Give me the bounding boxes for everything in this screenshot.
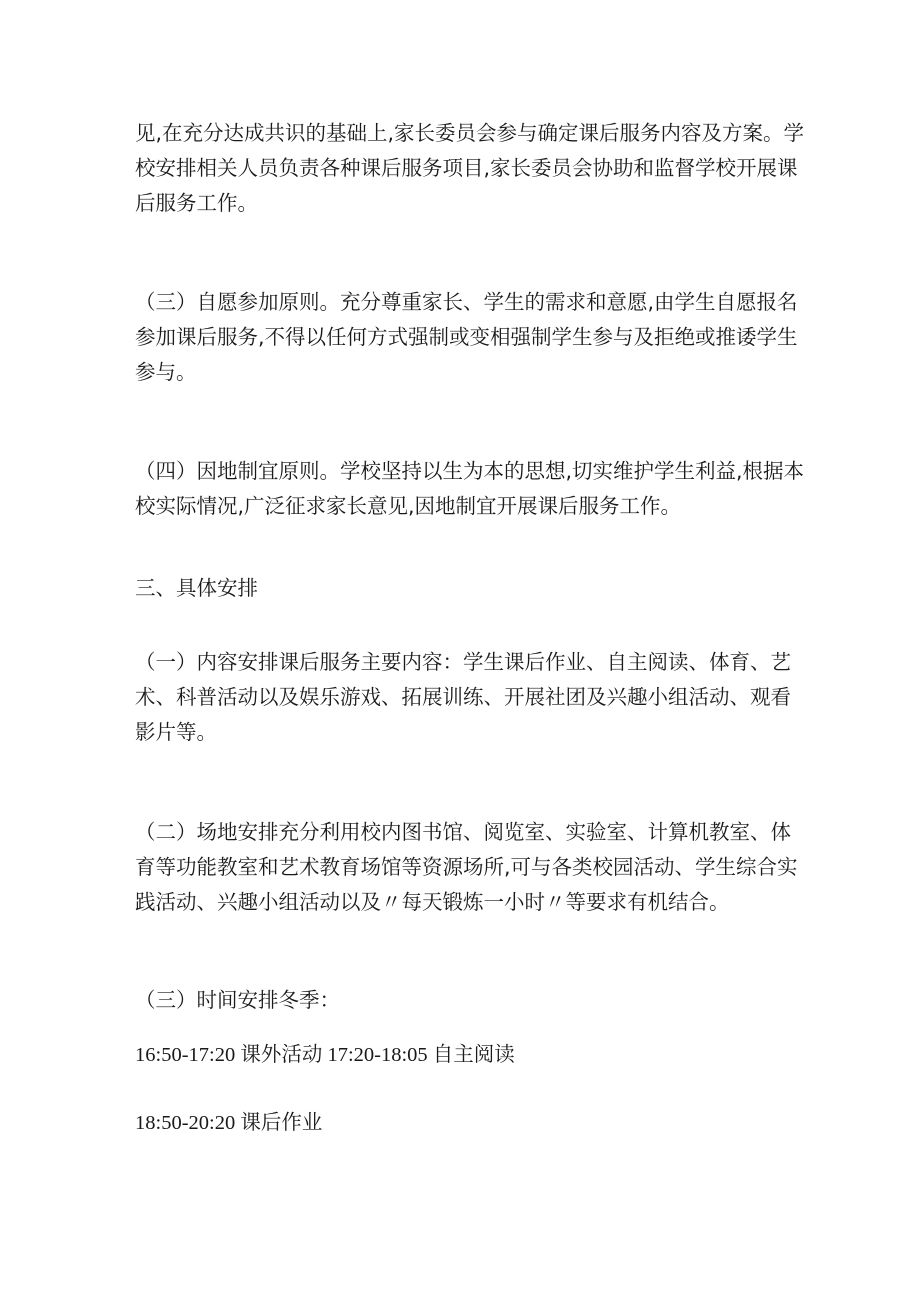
paragraph-principle-three bbox=[135, 285, 798, 390]
paragraph-principle-two-end bbox=[135, 116, 805, 221]
text-line: 16:50-17:20 课外活动 17:20-18:05 自主阅读 bbox=[135, 1044, 515, 1066]
text-line: （二）场地安排充分利用校内图书馆、阅览室、实验室、计算机教室、体 bbox=[135, 820, 791, 844]
text-line: （三）自愿参加原则。充分尊重家长、学生的需求和意愿,由学生自愿报名 bbox=[135, 290, 798, 314]
text-line: 践活动、兴趣小组活动以及〃每天锻炼一小时〃等要求有机结合。 bbox=[135, 890, 730, 914]
text-line: 18:50-20:20 课后作业 bbox=[135, 1112, 323, 1134]
schedule-line-one bbox=[135, 1038, 785, 1073]
text-line: 影片等。 bbox=[135, 720, 217, 744]
text-line: 术、科普活动以及娱乐游戏、拓展训练、开展社团及兴趣小组活动、观看 bbox=[135, 685, 791, 709]
paragraph-content-arrangement bbox=[135, 645, 791, 750]
text-line: 三、具体安排 bbox=[135, 576, 258, 600]
text-line: 参加课后服务,不得以任何方式强制或变相强制学生参与及拒绝或推诿学生 bbox=[135, 325, 798, 349]
text-line: 参与。 bbox=[135, 360, 197, 384]
text-line: 校实际情况,广泛征求家长意见,因地制宜开展课后服务工作。 bbox=[135, 494, 682, 518]
text-line: （四）因地制宜原则。学校坚持以生为本的思想,切实维护学生利益,根据本 bbox=[135, 459, 805, 483]
paragraph-venue-arrangement bbox=[135, 815, 798, 920]
paragraph-time-arrangement bbox=[135, 983, 785, 1018]
text-line: 见,在充分达成共识的基础上,家长委员会参与确定课后服务内容及方案。学 bbox=[135, 121, 805, 145]
text-line: （三）时间安排冬季： bbox=[135, 988, 340, 1012]
section-heading-arrangements bbox=[135, 571, 785, 606]
text-line: 校安排相关人员负责各种课后服务项目,家长委员会协助和监督学校开展课 bbox=[135, 156, 798, 180]
text-line: （一）内容安排课后服务主要内容：学生课后作业、自主阅读、体育、艺 bbox=[135, 650, 791, 674]
schedule-line-two bbox=[135, 1106, 785, 1141]
paragraph-principle-four bbox=[135, 454, 805, 524]
text-line: 后服务工作。 bbox=[135, 191, 258, 215]
text-line: 育等功能教室和艺术教育场馆等资源场所,可与各类校园活动、学生综合实 bbox=[135, 855, 798, 879]
